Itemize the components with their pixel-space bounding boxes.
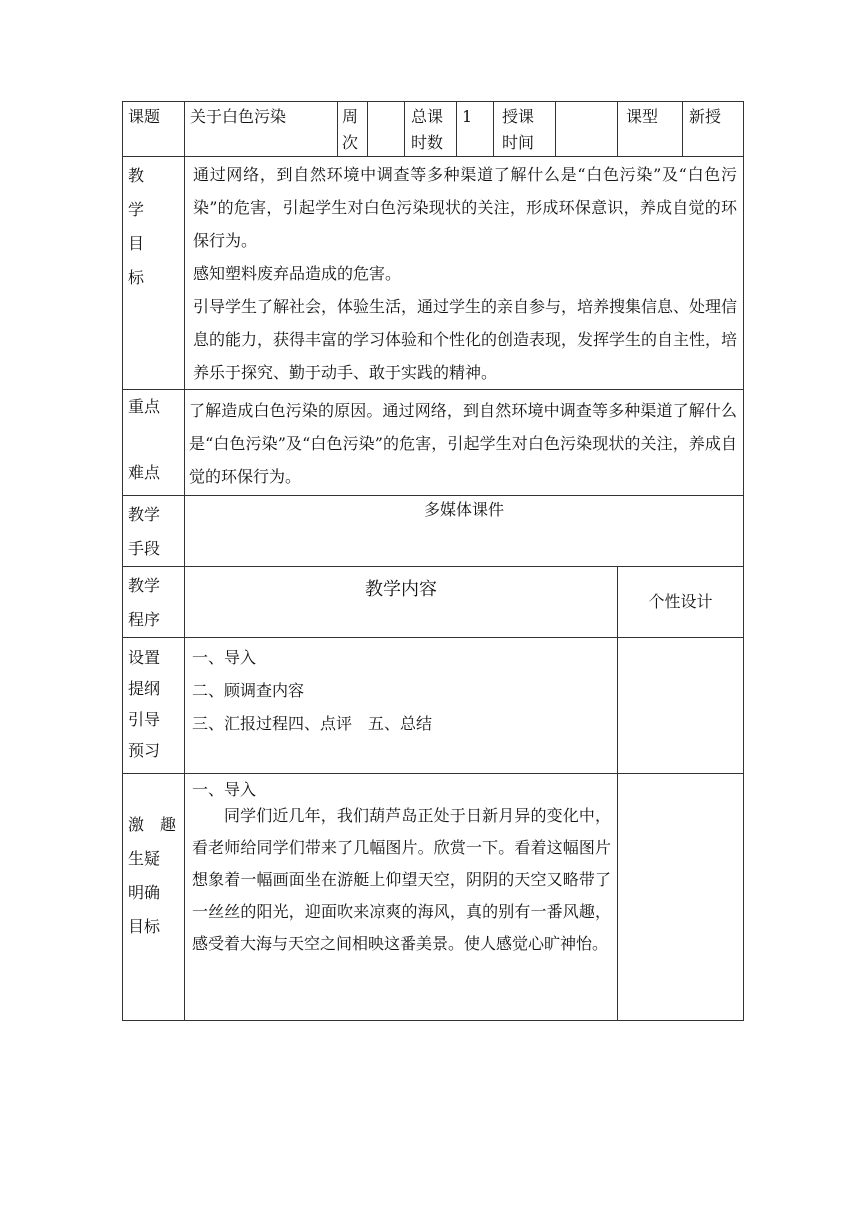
stimulate-label-line: 明确 bbox=[128, 883, 161, 902]
topic-value-cell bbox=[185, 102, 338, 157]
teaching-time-label-cell bbox=[494, 102, 556, 157]
total-hours-value: 1 bbox=[462, 107, 473, 126]
key-points-row bbox=[123, 390, 744, 496]
outline-label-line: 设置 bbox=[128, 648, 161, 667]
key-points-label-cell bbox=[123, 390, 185, 496]
lesson-type-label: 课型 bbox=[626, 107, 659, 126]
outline-label-line: 预习 bbox=[128, 741, 161, 760]
lesson-type-value-cell bbox=[683, 102, 744, 157]
stimulate-label-line: 目标 bbox=[128, 917, 161, 936]
stimulate-row bbox=[123, 774, 744, 1021]
means-label-line1: 教学 bbox=[128, 505, 161, 524]
goals-paragraph: 通过网络，到自然环境中调查等多种渠道了解什么是“白色污染”及“白色污染”的危害，引起学生对白色污染现状的关注，形成环保意识，养成自觉的环保行为。 bbox=[193, 165, 737, 250]
outline-item: 一、导入 bbox=[192, 648, 257, 667]
means-label-line2: 手段 bbox=[128, 539, 161, 558]
goals-content-cell bbox=[185, 157, 744, 390]
total-hours-label-cell bbox=[405, 102, 457, 157]
stimulate-label-line: 生疑 bbox=[128, 849, 161, 868]
stimulate-design-cell bbox=[618, 774, 744, 1021]
stimulate-text: 同学们近几年，我们葫芦岛正处于日新月异的变化中，看老师给同学们带来了几幅图片。欣赏一下。看着这幅图片想象着一幅画面坐在游艇上仰望天空，阴阴的天空又略带了一丝丝的阳光，迎面吹来凉爽的海风，真的别有一番风趣，感受着大海与天空之间相映这番美景。使人感觉心旷神怡。 bbox=[192, 806, 611, 953]
procedure-label-cell bbox=[123, 567, 185, 638]
content-header-cell bbox=[185, 567, 618, 638]
key-points-label-line2: 难点 bbox=[128, 463, 161, 482]
teaching-time-label-line1: 授课 bbox=[502, 107, 535, 126]
week-label-line1: 周 bbox=[342, 107, 359, 126]
means-row bbox=[123, 496, 744, 567]
goals-row bbox=[123, 157, 744, 390]
total-hours-label-line1: 总课 bbox=[411, 107, 444, 126]
total-hours-label-line2: 时数 bbox=[411, 133, 444, 152]
design-header: 个性设计 bbox=[648, 592, 713, 611]
outline-item: 二、顾调查内容 bbox=[192, 681, 305, 700]
stimulate-label-line: 激 趣 bbox=[128, 815, 177, 834]
outline-content-cell bbox=[185, 638, 618, 774]
stimulate-content-cell bbox=[185, 774, 618, 1021]
design-header-cell bbox=[618, 567, 744, 638]
lesson-plan-table bbox=[122, 101, 744, 1021]
procedure-label-line1: 教学 bbox=[128, 576, 161, 595]
teaching-time-label-line2: 时间 bbox=[502, 133, 535, 152]
goals-paragraph: 引导学生了解社会，体验生活，通过学生的亲自参与，培养搜集信息、处理信息的能力，获得丰富的学习体验和个性化的创造表现，发挥学生的自主性，培养乐于探究、勤于动手、敢于实践的精神。 bbox=[193, 297, 738, 382]
goals-label-cell bbox=[123, 157, 185, 390]
goals-label-char: 目 bbox=[128, 234, 145, 253]
procedure-row bbox=[123, 567, 744, 638]
outline-item: 三、汇报过程四、点评 五、总结 bbox=[192, 714, 433, 733]
topic-label: 课题 bbox=[128, 107, 161, 126]
lesson-type-value: 新授 bbox=[689, 107, 722, 126]
means-value: 多媒体课件 bbox=[423, 500, 504, 519]
goals-paragraph: 感知塑料废弃品造成的危害。 bbox=[193, 264, 402, 283]
outline-label-line: 引导 bbox=[128, 710, 161, 729]
topic-value: 关于白色污染 bbox=[190, 107, 287, 126]
goals-label-char: 标 bbox=[128, 268, 145, 287]
outline-row bbox=[123, 638, 744, 774]
means-label-cell bbox=[123, 496, 185, 567]
key-points-content-cell bbox=[185, 390, 744, 496]
outline-label-cell bbox=[123, 638, 185, 774]
key-points-label-line1: 重点 bbox=[128, 397, 161, 416]
content-header: 教学内容 bbox=[365, 579, 437, 600]
stimulate-label-cell bbox=[123, 774, 185, 1021]
stimulate-heading: 一、导入 bbox=[192, 780, 257, 799]
outline-label-line: 提纲 bbox=[128, 679, 161, 698]
week-value-cell bbox=[368, 102, 405, 157]
procedure-label-line2: 程序 bbox=[128, 610, 161, 629]
teaching-time-value-cell bbox=[556, 102, 618, 157]
week-label-line2: 次 bbox=[342, 133, 359, 152]
key-points-text: 了解造成白色污染的原因。通过网络，到自然环境中调查等多种渠道了解什么是“白色污染”及“白色污染”的危害，引起学生对白色污染现状的关注，养成自觉的环保行为。 bbox=[189, 401, 737, 486]
week-label-cell bbox=[338, 102, 368, 157]
outline-design-cell bbox=[618, 638, 744, 774]
means-value-cell bbox=[185, 496, 744, 567]
header-row bbox=[123, 102, 744, 157]
lesson-type-label-cell bbox=[618, 102, 683, 157]
goals-label-char: 教 bbox=[128, 166, 145, 185]
goals-label-char: 学 bbox=[128, 200, 145, 219]
total-hours-value-cell bbox=[457, 102, 494, 157]
topic-label-cell bbox=[123, 102, 185, 157]
